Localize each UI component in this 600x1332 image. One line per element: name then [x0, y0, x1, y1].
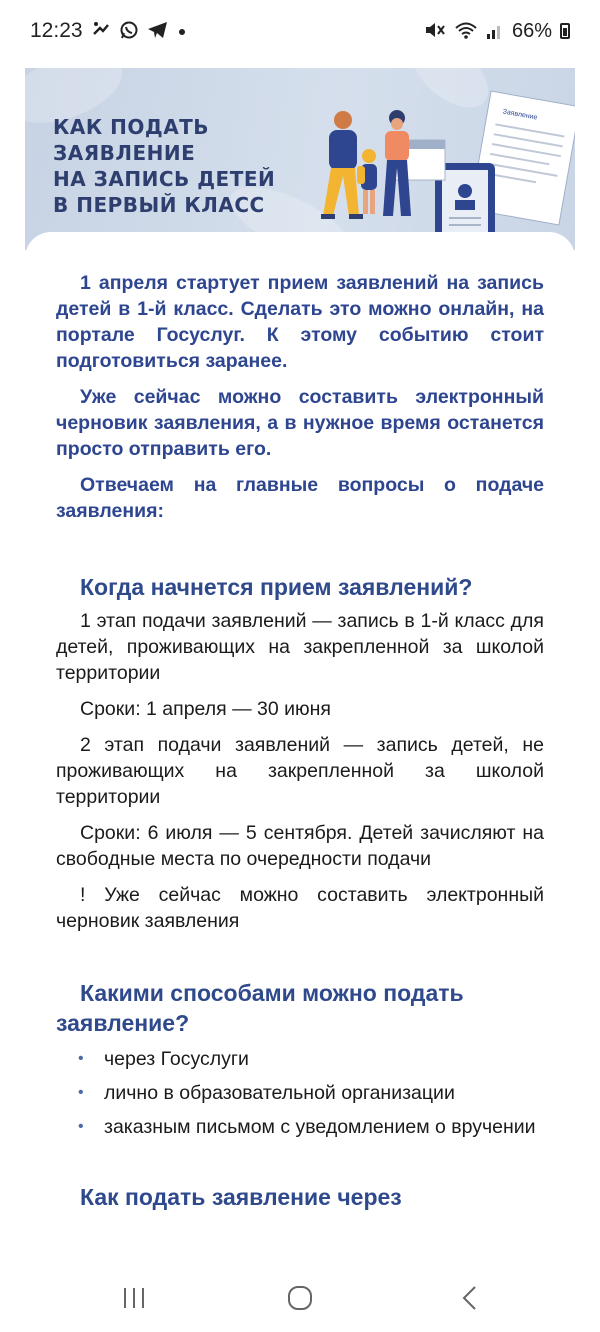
home-button[interactable] — [270, 1276, 330, 1320]
system-nav-bar — [0, 1262, 600, 1332]
intro-paragraph: 1 апреля стартует прием заявлений на запись детей в 1-й класс. Сделать это можно онлайн, на портале Госуслуг. К этому событию стоит подготовиться заранее. — [56, 272, 544, 372]
section-heading-how: Как подать заявление через — [80, 1184, 402, 1210]
section-paragraph: ! Уже сейчас можно составить электронный черновик заявления — [56, 884, 544, 932]
section-paragraph: 1 этап подачи заявлений — запись в 1-й класс для детей, проживающих на закрепленной за школой территории — [56, 610, 544, 684]
methods-list — [56, 1046, 544, 1140]
section-paragraph: 2 этап подачи заявлений — запись детей, не проживающих на закрепленной за школой территории — [56, 734, 544, 808]
section-paragraph: Сроки: 6 июля — 5 сентября. Детей зачисляют на свободные места по очередности подачи — [56, 822, 544, 870]
mute-icon — [424, 20, 446, 43]
signal-icon — [486, 20, 504, 43]
list-item — [78, 1080, 544, 1106]
section-paragraph: Сроки: 1 апреля — 30 июня — [80, 698, 331, 720]
status-bar — [0, 0, 600, 62]
back-button[interactable] — [440, 1276, 500, 1320]
document-label: Заявление — [502, 108, 538, 122]
telegram-icon — [147, 20, 169, 43]
dot-icon — [177, 22, 187, 40]
status-time: 12:23 — [30, 19, 83, 42]
bullet-icon: • — [78, 1118, 84, 1135]
banner-title-line: ЗАЯВЛЕНИЕ — [53, 141, 196, 165]
banner-title — [53, 114, 275, 218]
battery-icon — [560, 23, 570, 39]
back-icon — [455, 1285, 485, 1311]
status-left — [30, 19, 187, 43]
banner-title-line: КАК ПОДАТЬ — [53, 115, 210, 139]
family-illustration — [285, 68, 575, 250]
list-item — [78, 1114, 544, 1140]
list-item — [78, 1046, 544, 1072]
battery-level: 66% — [511, 19, 552, 42]
intro-paragraph: Уже сейчас можно составить электронный черновик заявления, а в нужное время останется просто отправить его. — [56, 386, 544, 460]
recent-apps-button[interactable] — [104, 1276, 164, 1320]
bullet-icon: • — [78, 1084, 84, 1101]
intro-paragraph: Отвечаем на главные вопросы о подаче заявления: — [56, 474, 544, 522]
bullet-icon: • — [78, 1050, 84, 1067]
recent-apps-icon — [119, 1285, 149, 1311]
status-right — [424, 20, 570, 43]
article-body — [56, 270, 544, 1212]
banner-title-line: НА ЗАПИСЬ ДЕТЕЙ — [53, 167, 276, 191]
whatsapp-icon — [119, 20, 139, 43]
banner-title-line: В ПЕРВЫЙ КЛАСС — [53, 193, 265, 217]
list-item-text: лично в образовательной организации — [104, 1082, 455, 1104]
list-item-text: заказным письмом с уведомлением о вручении — [104, 1116, 536, 1138]
content-card-top — [25, 232, 575, 272]
wifi-icon — [454, 20, 478, 43]
section-heading-when: Когда начнется прием заявлений? — [80, 574, 473, 600]
home-icon — [285, 1285, 315, 1311]
article-banner — [25, 68, 575, 250]
missed-call-icon — [91, 20, 111, 43]
section-heading-methods: Какими способами можно подать заявление? — [56, 980, 464, 1036]
list-item-text: через Госуслуги — [104, 1048, 249, 1070]
